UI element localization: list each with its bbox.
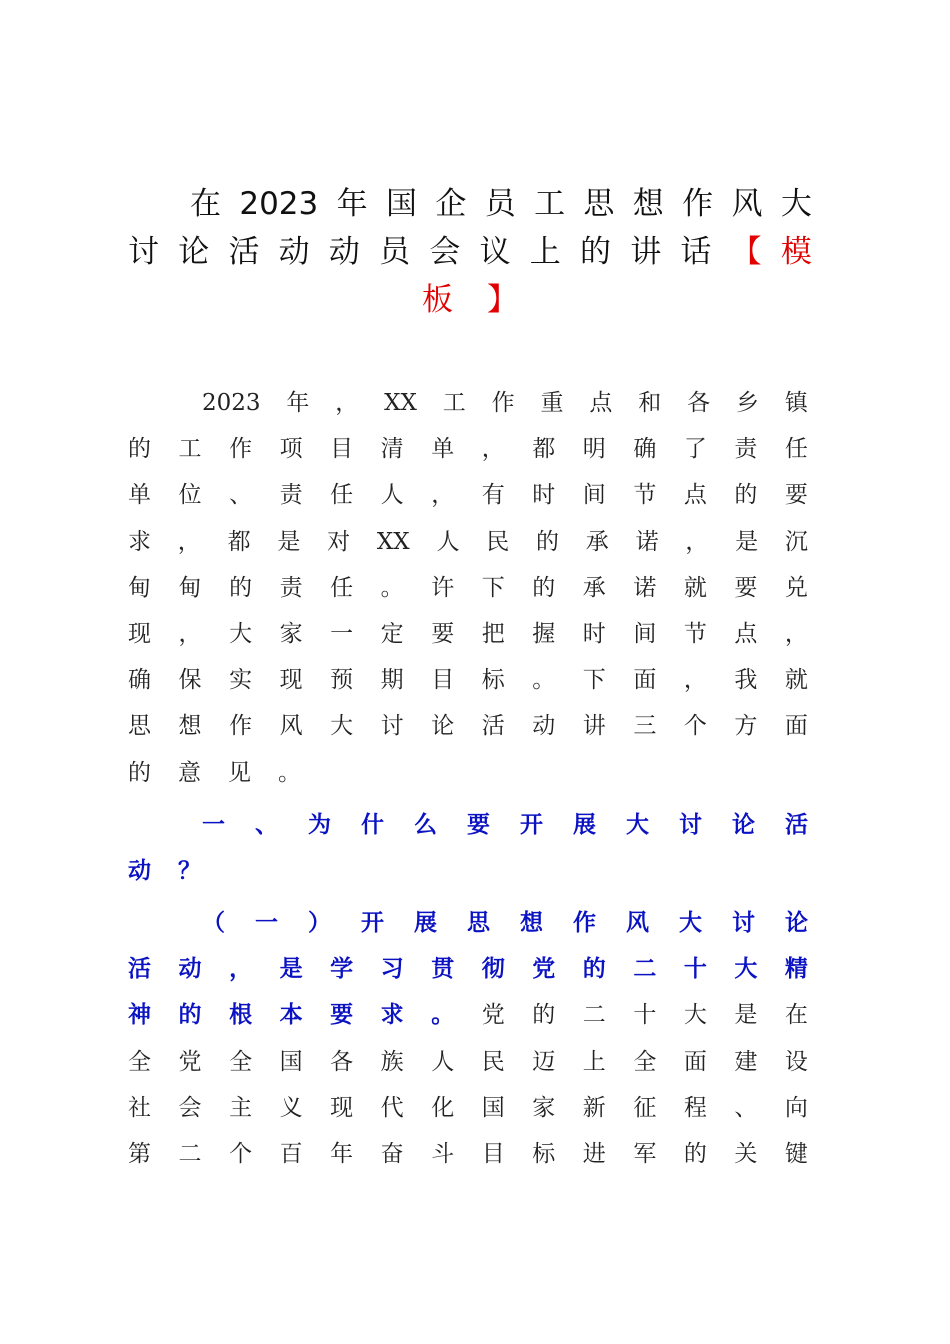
text-char: 任 (330, 482, 354, 509)
text-char: 预 (330, 667, 354, 694)
text-char: 就 (683, 574, 707, 601)
text-char: 在 (784, 1002, 808, 1029)
text-char: 是 (734, 1002, 758, 1029)
text-char: 把 (481, 620, 505, 647)
text-char: 大 (626, 811, 649, 838)
text-char: 的 (128, 436, 151, 463)
text-char: 清 (380, 436, 404, 463)
text-char: 大 (330, 713, 354, 740)
text-char: 甸 (128, 574, 151, 601)
title-template-char: 板 (422, 282, 453, 318)
text-char: 镇 (784, 390, 808, 416)
text-char: 现 (279, 667, 303, 694)
text-char: 目 (431, 667, 455, 694)
paragraph-2-line (128, 1085, 808, 1131)
text-char: 会 (178, 1094, 202, 1121)
text-char: 家 (532, 1094, 556, 1121)
text-char: 兑 (784, 574, 808, 601)
text-char: 论 (431, 713, 455, 740)
text-char: ， (784, 620, 808, 647)
text-char: 民 (486, 528, 510, 555)
text-char: 作 (229, 436, 253, 463)
title-char: 年 (336, 186, 368, 222)
paragraph-1-line (128, 565, 808, 611)
text-char: 主 (229, 1094, 253, 1121)
text-char: 节 (633, 482, 657, 509)
title-bracket-close: 】 (487, 282, 518, 318)
text-char: 的 (229, 574, 253, 601)
title-char: 作 (682, 186, 714, 222)
text-char: 期 (380, 667, 404, 694)
text-char: 诺 (633, 574, 657, 601)
text-char: 十 (683, 956, 707, 983)
text-char: 键 (784, 1141, 808, 1167)
text-char: 开 (361, 910, 384, 937)
text-char: 年 (330, 1141, 354, 1167)
title-char: 思 (583, 186, 615, 222)
heading-1-line (128, 848, 808, 894)
text-char: 党 (178, 1048, 202, 1075)
text-char: ， (229, 956, 253, 983)
title-char: 在 (190, 186, 221, 222)
text-char: 作 (573, 910, 596, 937)
text-char: 习 (380, 956, 404, 983)
text-char: 展 (573, 811, 596, 838)
heading-1-line (128, 802, 808, 848)
text-char: 展 (414, 910, 437, 937)
text-char: 任 (330, 574, 354, 601)
text-char: 活 (481, 713, 505, 740)
text-char: 设 (784, 1048, 808, 1075)
text-char: 。 (532, 667, 556, 694)
title-char: 想 (632, 186, 664, 222)
text-char: 的 (582, 956, 606, 983)
text-char: 、 (734, 1094, 758, 1121)
heading-char: 的 (178, 1002, 202, 1029)
title-line-2 (128, 228, 812, 276)
text-char: 想 (520, 910, 543, 937)
document-body (128, 380, 808, 1177)
text-char: 个 (229, 1141, 253, 1167)
title-char: 员 (379, 234, 411, 270)
text-char: 目 (481, 1141, 505, 1167)
text-char: 都 (532, 436, 556, 463)
text-char: 是 (277, 528, 301, 555)
text-char: 一 (330, 620, 354, 647)
text-char: 么 (414, 811, 437, 838)
text-char: 人 (431, 1048, 455, 1075)
text-char: 下 (481, 574, 505, 601)
text-char: 人 (436, 528, 460, 555)
text-char: 大 (734, 956, 758, 983)
text-char: 第 (128, 1141, 151, 1167)
text-char: 确 (128, 667, 151, 694)
text-char: 目 (330, 436, 354, 463)
title-char: 的 (579, 234, 611, 270)
paragraph-1-line (128, 750, 808, 796)
text-char: 的 (128, 759, 151, 786)
title-char: 大 (780, 186, 812, 222)
text-char: 斗 (431, 1141, 455, 1167)
text-char: XX (376, 528, 410, 555)
text-char: 我 (734, 667, 758, 694)
text-char: 节 (683, 620, 707, 647)
paragraph-1-line (128, 519, 808, 565)
heading-char: 本 (279, 1002, 303, 1029)
text-char: （ (202, 910, 225, 937)
text-char: 面 (784, 713, 808, 740)
text-char: ， (177, 528, 201, 555)
text-char: 讲 (582, 713, 606, 740)
text-char: 二 (582, 1002, 606, 1029)
text-char: 单 (128, 482, 151, 509)
text-char: 项 (279, 436, 303, 463)
text-char: 就 (784, 667, 808, 694)
text-char: 年 (286, 390, 310, 416)
text-char: 为 (308, 811, 331, 838)
text-char: 标 (532, 1141, 556, 1167)
document-title (128, 180, 812, 324)
text-char: XX (384, 390, 417, 416)
text-char: 什 (361, 811, 384, 838)
text-char: 军 (633, 1141, 657, 1167)
title-char: 论 (178, 234, 210, 270)
title-char: 议 (479, 234, 511, 270)
heading-char: 要 (330, 1002, 354, 1029)
text-char: 党 (481, 1002, 505, 1029)
heading-char: 神 (128, 1002, 151, 1029)
text-char: 作 (491, 390, 515, 416)
paragraph-1-line (128, 657, 808, 703)
text-char: 二 (178, 1141, 202, 1167)
text-char: 论 (785, 910, 808, 937)
text-char: 家 (279, 620, 303, 647)
text-char: 握 (532, 620, 556, 647)
title-char: 讨 (128, 234, 159, 270)
text-char: 时 (532, 482, 556, 509)
text-char: 保 (178, 667, 202, 694)
text-char: 乡 (736, 390, 760, 416)
text-char: 活 (785, 811, 808, 838)
title-char: 动 (328, 234, 360, 270)
text-char: 二 (633, 956, 657, 983)
text-char: 关 (734, 1141, 758, 1167)
text-char: 百 (279, 1141, 303, 1167)
title-char: 动 (278, 234, 310, 270)
title-char: 国 (385, 186, 417, 222)
text-char: 2023 (202, 390, 261, 416)
text-char: 民 (481, 1048, 505, 1075)
text-char: 点 (683, 482, 707, 509)
title-char: 2023 (239, 186, 319, 222)
text-char: 讨 (380, 713, 404, 740)
text-char: 重 (540, 390, 564, 416)
text-char: 贯 (431, 956, 455, 983)
heading-char: 根 (229, 1002, 253, 1029)
text-char: 要 (431, 620, 455, 647)
text-char: 征 (633, 1094, 657, 1121)
text-char: 、 (255, 811, 278, 838)
text-char: 全 (633, 1048, 657, 1075)
paragraph-1-line (128, 472, 808, 518)
title-char: 员 (484, 186, 516, 222)
text-char: 学 (330, 956, 354, 983)
text-char: 沉 (784, 528, 808, 555)
text-char: 确 (633, 436, 657, 463)
text-char: 国 (279, 1048, 303, 1075)
text-char: 思 (128, 713, 151, 740)
text-char: 的 (683, 1141, 707, 1167)
text-char: ， (178, 620, 202, 647)
text-char: 了 (683, 436, 707, 463)
text-char: ， (431, 482, 455, 509)
text-char: 彻 (481, 956, 505, 983)
text-char: 一 (202, 811, 225, 838)
text-char: 下 (582, 667, 606, 694)
text-char: 族 (380, 1048, 404, 1075)
text-char: 动 (128, 857, 151, 884)
text-char: 现 (330, 1094, 354, 1121)
text-char: 工 (178, 436, 202, 463)
text-char: 讨 (732, 910, 755, 937)
text-char: 。 (278, 759, 301, 786)
text-char: 任 (784, 436, 808, 463)
text-char: 单 (431, 436, 455, 463)
text-char: 党 (532, 956, 556, 983)
title-char: 企 (435, 186, 467, 222)
title-line-1 (128, 180, 812, 228)
text-char: 面 (683, 1048, 707, 1075)
text-char: 精 (784, 956, 808, 983)
text-char: 标 (481, 667, 505, 694)
text-char: 间 (633, 620, 657, 647)
text-char: 动 (532, 713, 556, 740)
text-char: 点 (589, 390, 613, 416)
text-char: 大 (229, 620, 253, 647)
text-char: 风 (626, 910, 649, 937)
text-char: 要 (734, 574, 758, 601)
text-char: 作 (229, 713, 253, 740)
text-char: 承 (585, 528, 609, 555)
heading-2-mixed-line (128, 992, 808, 1038)
title-char: 活 (228, 234, 260, 270)
heading-char: 求 (380, 1002, 404, 1029)
text-char: 面 (633, 667, 657, 694)
title-line-3 (128, 276, 812, 324)
text-char: 位 (178, 482, 202, 509)
text-char: 方 (734, 713, 758, 740)
text-char: 是 (735, 528, 759, 555)
text-char: 责 (279, 482, 303, 509)
title-char: 上 (529, 234, 561, 270)
text-char: 有 (481, 482, 505, 509)
text-char: 想 (178, 713, 202, 740)
text-char: 程 (683, 1094, 707, 1121)
text-char: 大 (679, 910, 702, 937)
text-char: 各 (330, 1048, 354, 1075)
title-char: 讲 (630, 234, 662, 270)
text-char: 责 (279, 574, 303, 601)
text-char: 三 (633, 713, 657, 740)
text-char: 奋 (380, 1141, 404, 1167)
text-char: 大 (683, 1002, 707, 1029)
title-char: 话 (680, 234, 712, 270)
text-char: 风 (279, 713, 303, 740)
title-bracket-open: 【 (730, 234, 762, 270)
text-char: ， (481, 436, 505, 463)
text-char: 点 (734, 620, 758, 647)
text-char: 诺 (635, 528, 659, 555)
text-char: 建 (734, 1048, 758, 1075)
text-char: 思 (467, 910, 490, 937)
text-char: 现 (128, 620, 151, 647)
text-char: 责 (734, 436, 758, 463)
text-char: 甸 (178, 574, 202, 601)
text-char: 、 (229, 482, 253, 509)
text-char: 开 (520, 811, 543, 838)
text-char: 各 (687, 390, 711, 416)
text-char: 新 (582, 1094, 606, 1121)
text-char: ？ (178, 857, 201, 884)
text-char: 十 (633, 1002, 657, 1029)
text-char: 的 (536, 528, 559, 555)
text-char: 实 (229, 667, 253, 694)
title-char: 风 (731, 186, 763, 222)
text-char: 讨 (679, 811, 702, 838)
text-char: ） (308, 910, 331, 937)
title-char: 会 (429, 234, 461, 270)
text-char: 活 (128, 956, 151, 983)
text-char: 上 (582, 1048, 606, 1075)
text-char: 见 (228, 759, 251, 786)
text-char: 代 (380, 1094, 404, 1121)
text-char: 许 (431, 574, 455, 601)
text-char: 工 (442, 390, 466, 416)
text-char: ， (335, 390, 359, 416)
text-char: 个 (683, 713, 707, 740)
paragraph-1-line (128, 380, 808, 426)
text-char: 国 (481, 1094, 505, 1121)
title-template-char: 模 (780, 234, 812, 270)
paragraph-1-line (128, 426, 808, 472)
text-char: 动 (178, 956, 202, 983)
text-char: 定 (380, 620, 404, 647)
text-char: 义 (279, 1094, 303, 1121)
text-char: 和 (638, 390, 662, 416)
text-char: ， (685, 528, 709, 555)
text-char: 论 (732, 811, 755, 838)
text-char: 向 (784, 1094, 808, 1121)
text-char: 要 (784, 482, 808, 509)
text-char: 。 (380, 574, 404, 601)
text-char: 进 (582, 1141, 606, 1167)
text-char: 承 (582, 574, 606, 601)
text-char: 化 (431, 1094, 455, 1121)
heading-2-line (128, 900, 808, 946)
text-char: 迈 (532, 1048, 556, 1075)
text-char: 时 (582, 620, 606, 647)
paragraph-1-line (128, 703, 808, 749)
text-char: 的 (532, 1002, 556, 1029)
text-char: 明 (582, 436, 606, 463)
paragraph-2-line (128, 1039, 808, 1085)
heading-2-line (128, 946, 808, 992)
text-char: 意 (178, 759, 201, 786)
text-char: 全 (128, 1048, 151, 1075)
paragraph-2-line (128, 1131, 808, 1177)
title-char: 工 (534, 186, 566, 222)
paragraph-1-line (128, 611, 808, 657)
text-char: 的 (734, 482, 758, 509)
text-char: ， (683, 667, 707, 694)
text-char: 人 (380, 482, 404, 509)
text-char: 是 (279, 956, 303, 983)
text-char: 间 (582, 482, 606, 509)
text-char: 的 (532, 574, 556, 601)
text-char: 对 (327, 528, 351, 555)
text-char: 都 (227, 528, 251, 555)
text-char: 要 (467, 811, 490, 838)
heading-char: 。 (431, 1002, 455, 1029)
text-char: 求 (128, 528, 151, 555)
text-char: 全 (229, 1048, 253, 1075)
text-char: 社 (128, 1094, 151, 1121)
text-char: 一 (255, 910, 278, 937)
